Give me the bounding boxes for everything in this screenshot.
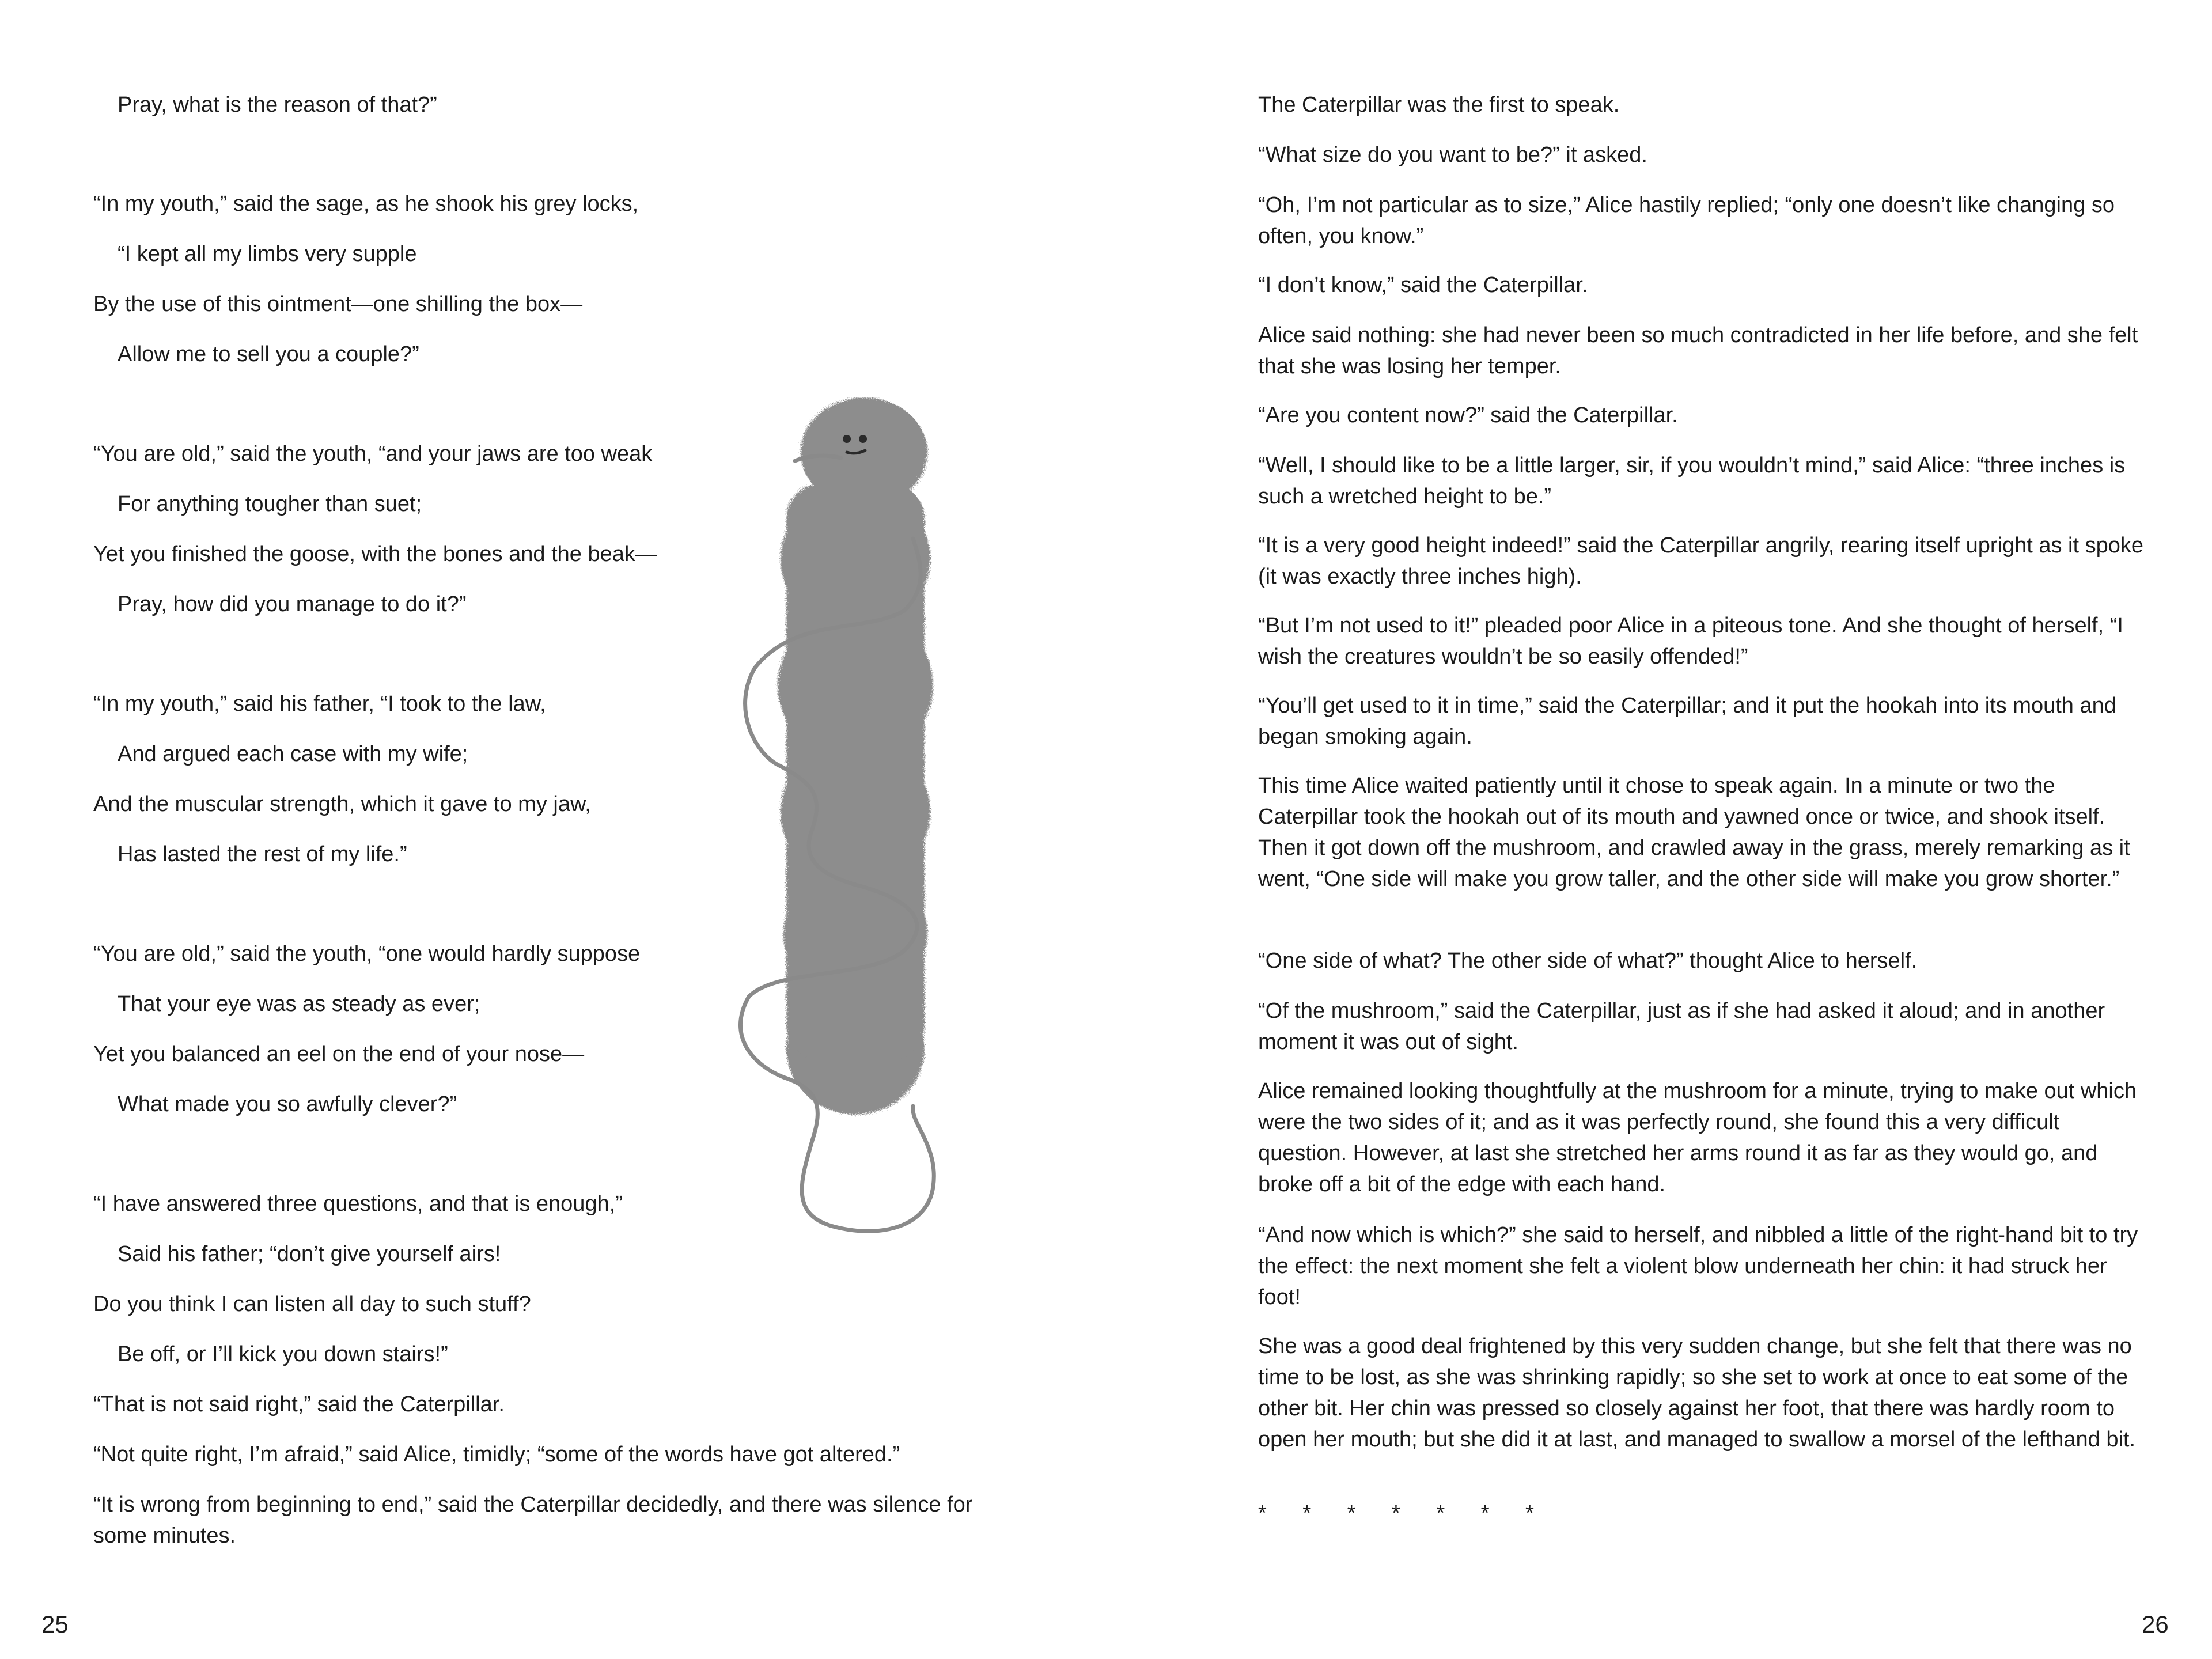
prose-paragraph: “It is wrong from beginning to end,” said the Caterpillar decidedly, and there was silence for some minutes.: [93, 1493, 973, 1548]
page-number: 25: [41, 1611, 69, 1638]
paragraph: “Are you content now?” said the Caterpillar.: [1258, 403, 1678, 427]
poem-line: Pray, how did you manage to do it?”: [118, 592, 467, 616]
poem-line: “In my youth,” said his father, “I took to the law,: [93, 692, 546, 716]
caterpillar-illustration: [732, 397, 974, 1250]
prose-line: “Not quite right, I’m afraid,” said Alice, timidly; “some of the words have got altered.”: [93, 1442, 900, 1467]
poem-line: “You are old,” said the youth, “one would hardly suppose: [93, 942, 641, 966]
poem-line: By the use of this ointment—one shilling the box—: [93, 292, 583, 316]
poem-line: “You are old,” said the youth, “and your jaws are too weak: [93, 442, 653, 466]
poem-line: Yet you finished the goose, with the bones and the beak—: [93, 542, 657, 566]
paragraph: “Of the mushroom,” said the Caterpillar, just as if she had asked it aloud; and in another moment it was out of sight.: [1258, 999, 2105, 1054]
poem-line: Said his father; “don’t give yourself airs!: [118, 1242, 501, 1266]
page-number: 26: [2142, 1611, 2169, 1638]
paragraph: “I don’t know,” said the Caterpillar.: [1258, 273, 1588, 297]
paragraph: “What size do you want to be?” it asked.: [1258, 143, 1647, 167]
paragraph: “Well, I should like to be a little larger, sir, if you wouldn’t mind,” said Alice: “three inches is such a wretched height to be.”: [1258, 453, 2126, 509]
section-break: * * * * * * *: [1258, 1501, 1534, 1525]
poem-line: “In my youth,” said the sage, as he shook his grey locks,: [93, 192, 639, 216]
prose-line: “That is not said right,” said the Caterpillar.: [93, 1392, 505, 1416]
paragraph: Alice said nothing: she had never been so much contradicted in her life before, and she felt that she was losing her temper.: [1258, 323, 2138, 378]
poem-line: And argued each case with my wife;: [118, 742, 468, 766]
paragraph: “But I’m not used to it!” pleaded poor Alice in a piteous tone. And she thought of herself, “I wish the creatures wouldn’t be so easily offended!”: [1258, 613, 2123, 669]
poem-line: What made you so awfully clever?”: [118, 1092, 457, 1116]
poem-line: “I kept all my limbs very supple: [118, 242, 417, 266]
paragraph: She was a good deal frightened by this very sudden change, but she felt that there was no time to be lost, as she was shrinking rapidly; so she set to work at once to eat some of the other bit. Her chin was pressed so closely against her foot, that there was hardly room to open her mouth; but she did it at last, and managed to swallow a morsel of the lefthand bit.: [1258, 1334, 2136, 1452]
poem-line: Allow me to sell you a couple?”: [118, 342, 419, 366]
poem-line: Yet you balanced an eel on the end of your nose—: [93, 1042, 585, 1066]
poem-line: Do you think I can listen all day to such stuff?: [93, 1292, 531, 1316]
poem-line: Be off, or I’ll kick you down stairs!”: [118, 1342, 448, 1366]
paragraph: The Caterpillar was the first to speak.: [1258, 93, 1620, 117]
paragraph: “Oh, I’m not particular as to size,” Alice hastily replied; “only one doesn’t like changing so often, you know.”: [1258, 193, 2115, 248]
poem-line: And the muscular strength, which it gave to my jaw,: [93, 792, 591, 816]
poem-line: For anything tougher than suet;: [118, 492, 422, 516]
paragraph: This time Alice waited patiently until it chose to speak again. In a minute or two the Caterpillar took the hookah out of its mouth and yawned once or twice, and shook itself. Then it got down off the mushroom, and crawled away in the grass, merely remarking as it went, “One side will make you grow taller, and the other side will make you grow shorter.”: [1258, 774, 2130, 891]
poem-line: Pray, what is the reason of that?”: [118, 93, 437, 117]
paragraph: “One side of what? The other side of what?” thought Alice to herself.: [1258, 949, 1918, 973]
paragraph: “And now which is which?” she said to herself, and nibbled a little of the right-hand bit to try the effect: the next moment she felt a violent blow underneath her chin: it had struck her foot!: [1258, 1223, 2138, 1309]
paragraph: “It is a very good height indeed!” said the Caterpillar angrily, rearing itself upright as it spoke (it was exactly three inches high).: [1258, 533, 2143, 589]
poem-line: That your eye was as steady as ever;: [118, 992, 480, 1016]
paragraph: “You’ll get used to it in time,” said the Caterpillar; and it put the hookah into its mouth and began smoking again.: [1258, 694, 2116, 749]
poem-line: Has lasted the rest of my life.”: [118, 842, 407, 866]
paragraph: Alice remained looking thoughtfully at the mushroom for a minute, trying to make out which were the two sides of it; and as it was perfectly round, she found this a very difficult question. However, at last she stretched her arms round it as far as they would go, and broke off a bit of the edge with each hand.: [1258, 1079, 2137, 1196]
poem-line: “I have answered three questions, and that is enough,”: [93, 1192, 623, 1216]
